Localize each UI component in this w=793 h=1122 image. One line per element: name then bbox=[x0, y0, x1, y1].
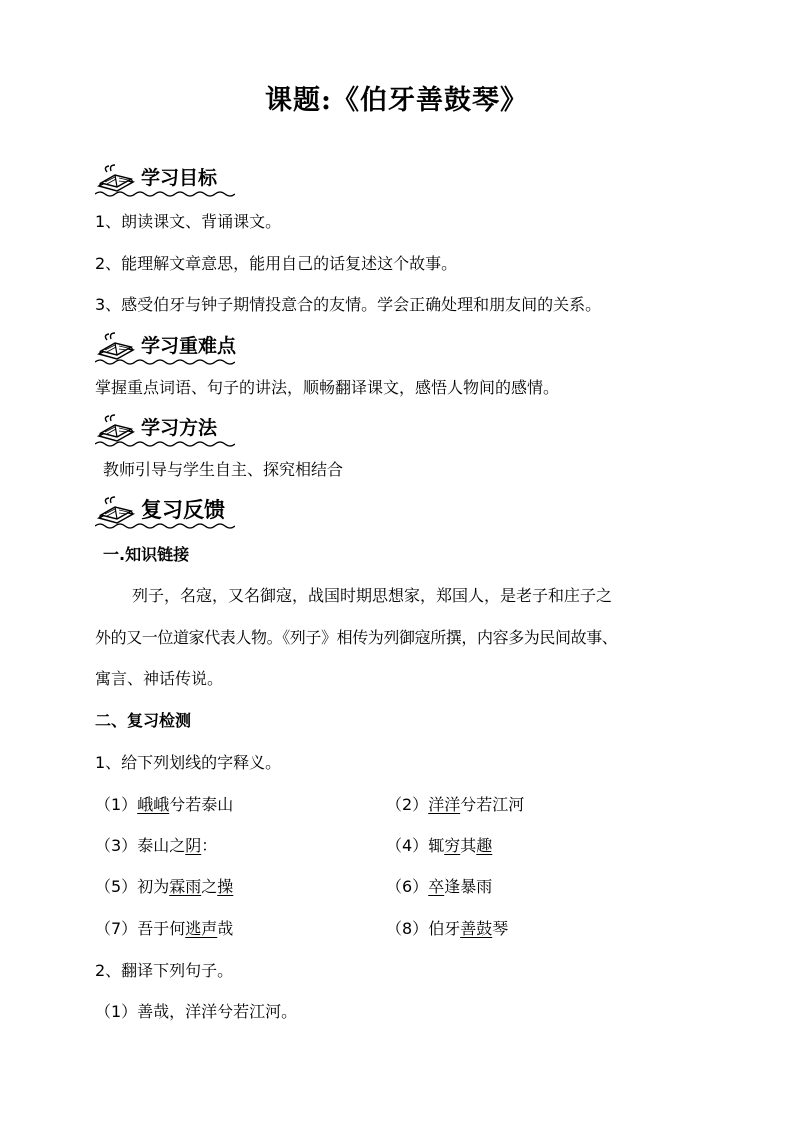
vocab-item: （1）峨峨兮若泰山 bbox=[95, 795, 234, 814]
wave-underline bbox=[95, 190, 235, 198]
subheading-review-check: 二、复习检测 bbox=[95, 711, 192, 730]
goal-item: 2、能理解文章意思，能用自己的话复述这个故事。 bbox=[95, 254, 458, 273]
vocab-item: （5）初为霖雨之操 bbox=[95, 877, 234, 896]
vocab-item: （6）卒逢暴雨 bbox=[386, 877, 493, 896]
paragraph-line: 列子，名寇，又名御寇，战国时期思想家，郑国人，是老子和庄子之 bbox=[132, 586, 613, 605]
vocab-item: （3）泰山之阴： bbox=[95, 836, 218, 855]
section-heading-text: 学习方法 bbox=[141, 417, 218, 439]
question-1: 1、给下列划线的字释义。 bbox=[95, 753, 282, 772]
vocab-item: （2）洋洋兮若江河 bbox=[386, 795, 525, 814]
paragraph-line: 寓言、神话传说。 bbox=[95, 669, 224, 688]
method-text: 教师引导与学生自主、探究相结合 bbox=[103, 460, 344, 479]
page-title: 课题:《伯牙善鼓琴》 bbox=[265, 85, 528, 116]
paragraph-line: 外的又一位道家代表人物。《列子》相传为列御寇所撰，内容多为民间故事、 bbox=[95, 628, 618, 647]
wave-underline bbox=[95, 440, 235, 448]
section-heading-text: 复习反馈 bbox=[141, 498, 225, 522]
section-heading-review bbox=[95, 496, 225, 526]
goal-item: 3、感受伯牙与钟子期情投意合的友情。学会正确处理和朋友间的关系。 bbox=[95, 295, 602, 314]
vocab-item: （8）伯牙善鼓琴 bbox=[386, 919, 509, 938]
section-heading-text: 学习重难点 bbox=[141, 335, 237, 357]
wave-underline bbox=[95, 522, 235, 530]
wave-underline bbox=[95, 358, 235, 366]
vocab-item: （4）辄穷其趣 bbox=[386, 836, 493, 855]
section-heading-text: 学习目标 bbox=[141, 167, 218, 189]
vocab-item: （7）吾于何逃声哉 bbox=[95, 919, 234, 938]
key-text: 掌握重点词语、句子的讲法，顺畅翻译课文，感悟人物间的感情。 bbox=[95, 378, 560, 397]
section-heading-method bbox=[95, 414, 217, 444]
question-2: 2、翻译下列句子。 bbox=[95, 961, 234, 980]
section-heading-key bbox=[95, 332, 236, 362]
question-2-item: （1）善哉，洋洋兮若江河。 bbox=[95, 1002, 298, 1021]
subheading-knowledge-link: 一.知识链接 bbox=[103, 545, 190, 564]
section-heading-goals bbox=[95, 164, 217, 194]
goal-item: 1、朗读课文、背诵课文。 bbox=[95, 212, 282, 231]
